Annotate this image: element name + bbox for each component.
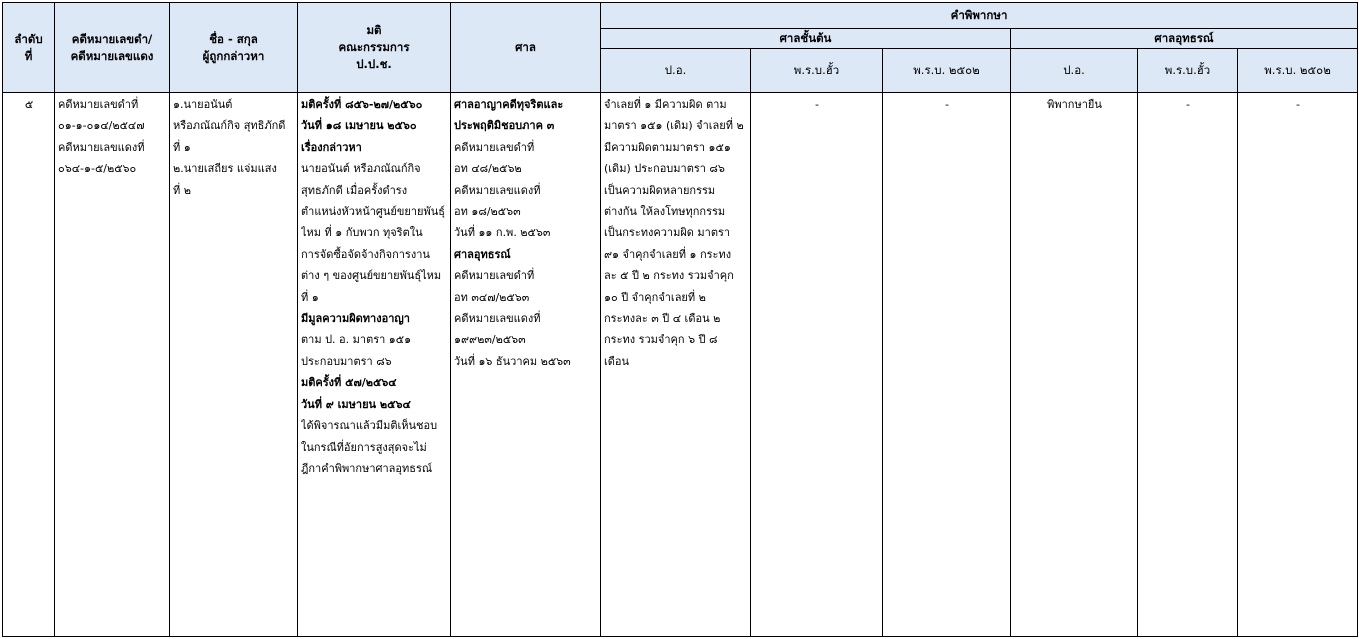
row-first-instance-bid-act: - bbox=[751, 93, 883, 637]
row-first-instance-penal bbox=[601, 93, 751, 637]
verdict-line: ๙๑ จำคุกจำเลยที่ ๑ กระทง bbox=[604, 247, 732, 261]
row-court bbox=[451, 93, 601, 637]
court-line: คดีหมายเลขแดงที่ bbox=[454, 312, 541, 326]
row-no: ๕ bbox=[3, 93, 55, 637]
court-line: คดีหมายเลขดำที่ bbox=[454, 269, 535, 283]
verdict-line: มาตรา ๑๕๑ (เดิม) จำเลยที่ ๒ bbox=[604, 119, 744, 133]
row-appeal-act-2502: - bbox=[1238, 93, 1358, 637]
case-line: ๐๖๔-๑-๕/๒๕๖๐ bbox=[58, 162, 137, 176]
name-line: ที่ ๒ bbox=[173, 183, 191, 197]
header-resolution-line-3: ป.ป.ช. bbox=[356, 57, 392, 71]
resolution-line: ประกอบมาตรา ๘๖ bbox=[301, 354, 392, 368]
header-appeal bbox=[1011, 29, 1358, 49]
header-resolution-line-1: มติ bbox=[366, 23, 382, 37]
court-line: วันที่ ๑๑ ก.พ. ๒๕๖๓ bbox=[454, 226, 551, 240]
court-line: วันที่ ๑๖ ธันวาคม ๒๕๖๓ bbox=[454, 354, 571, 368]
case-line: ๐๑-๑-๐๑๔/๒๕๔๗ bbox=[58, 119, 145, 133]
resolution-line: มติครั้งที่ ๕๗/๒๕๖๔ bbox=[301, 376, 397, 390]
row-appeal-bid-act: - bbox=[1138, 93, 1238, 637]
header-case-line-1: คดีหมายเลขดำ/ bbox=[71, 31, 153, 46]
header-case bbox=[55, 3, 170, 93]
verdict-line: กระทงละ ๓ ปี ๔ เดือน ๒ bbox=[604, 312, 721, 326]
case-line: คดีหมายเลขแดงที่ bbox=[58, 140, 145, 154]
resolution-line: การจัดซื้อจัดจ้างกิจการงาน bbox=[301, 247, 430, 261]
verdict-line: ต่างกัน ให้ลงโทษทุกกรรม bbox=[604, 205, 726, 219]
header-no-text: ลำดับที่ bbox=[14, 31, 43, 63]
table-row bbox=[3, 93, 1358, 637]
verdict-line: เป็นความผิดหลายกรรม bbox=[604, 183, 716, 197]
court-line: ๑๙๙๒๓/๒๕๖๓ bbox=[454, 333, 526, 347]
name-line: ๒.นายเสถียร แจ่มแสง bbox=[173, 162, 277, 176]
header-appeal-act-2502: พ.ร.บ. ๒๕๐๒ bbox=[1238, 49, 1358, 93]
header-name-line-2: ผู้ถูกกล่าวหา bbox=[202, 48, 265, 63]
court-line: ศาลอาญาคดีทุจริตและ bbox=[454, 98, 564, 111]
verdict-line: (เดิม) ประกอบมาตรา ๘๖ bbox=[604, 162, 725, 176]
header-first-act-2502: พ.ร.บ. ๒๕๐๒ bbox=[883, 49, 1011, 93]
court-line: คดีหมายเลขแดงที่ bbox=[454, 183, 541, 197]
court-line: อท ๓๔๗/๒๕๖๓ bbox=[454, 290, 530, 304]
header-first-instance-text: ศาลชั้นต้น bbox=[779, 31, 832, 45]
court-line: ศาลอุทธรณ์ bbox=[454, 247, 511, 261]
verdict-line: มีความผิดตามมาตรา ๑๕๑ bbox=[604, 140, 731, 154]
resolution-line: ที่ ๑ bbox=[301, 290, 319, 304]
resolution-line: ในกรณีที่อัยการสูงสุดจะไม่ bbox=[301, 440, 427, 454]
resolution-line: เรื่องกล่าวหา bbox=[301, 140, 362, 154]
resolution-line: นายอนันต์ หรือภณัณก์กิจ bbox=[301, 162, 421, 176]
verdict-line: เป็นกระทงความผิด มาตรา bbox=[604, 226, 731, 240]
court-line: อท ๑๘/๒๕๖๓ bbox=[454, 205, 521, 219]
header-judgment-text: คำพิพากษา bbox=[950, 8, 1008, 22]
resolution-line: ต่าง ๆ ของศูนย์ขยายพันธุ์ไหม bbox=[301, 269, 442, 283]
header-judgment bbox=[601, 3, 1358, 29]
name-line: หรือภณัณก์กิจ สุทธิภักดี bbox=[173, 119, 286, 133]
header-first-instance bbox=[601, 29, 1011, 49]
header-first-bid-act: พ.ร.บ.ฮั้ว bbox=[751, 49, 883, 93]
name-line: ๑.นายอนันต์ bbox=[173, 98, 233, 111]
name-line: ที่ ๑ bbox=[173, 140, 191, 154]
resolution-line: ฎีกาคำพิพากษาศาลอุทธรณ์ bbox=[301, 461, 433, 475]
header-appeal-penal: ป.อ. bbox=[1011, 49, 1138, 93]
header-name-line-1: ชื่อ - สกุล bbox=[209, 31, 258, 46]
header-resolution bbox=[298, 3, 451, 93]
verdict-line: ละ ๕ ปี ๒ กระทง รวมจำคุก bbox=[604, 269, 734, 283]
header-case-line-2: คดีหมายเลขแดง bbox=[70, 48, 154, 63]
header-resolution-line-2: คณะกรรมการ bbox=[338, 40, 410, 54]
judgment-table bbox=[2, 2, 1358, 637]
case-line: คดีหมายเลขดำที่ bbox=[58, 98, 139, 111]
resolution-line: ตาม ป. อ. มาตรา ๑๕๑ bbox=[301, 333, 412, 347]
header-first-penal: ป.อ. bbox=[601, 49, 751, 93]
judgment-table-container bbox=[2, 2, 1357, 637]
header-court bbox=[451, 3, 601, 93]
court-line: ประพฤติมิชอบภาค ๓ bbox=[454, 119, 555, 133]
header-appeal-text: ศาลอุทธรณ์ bbox=[1154, 31, 1214, 45]
resolution-line: วันที่ ๙ เมษายน ๒๕๖๔ bbox=[301, 397, 411, 411]
header-name bbox=[170, 3, 298, 93]
verdict-line: เดือน bbox=[604, 354, 630, 368]
court-line: อท ๔๘/๒๕๖๒ bbox=[454, 162, 522, 176]
resolution-line: ไหม ที่ ๑ กับพวก ทุจริตใน bbox=[301, 226, 423, 240]
resolution-line: ตำแหน่งหัวหน้าศูนย์ขยายพันธุ์ bbox=[301, 205, 445, 219]
row-appeal-penal: พิพากษายืน bbox=[1011, 93, 1138, 637]
resolution-line: ได้พิจารณาแล้วมีมติเห็นชอบ bbox=[301, 419, 438, 433]
verdict-line: ๑๐ ปี จำคุกจำเลยที่ ๒ bbox=[604, 290, 706, 304]
resolution-line: วันที่ ๑๘ เมษายน ๒๕๖๐ bbox=[301, 119, 417, 133]
resolution-line: สุทธภักดี เมื่อครั้งดำรง bbox=[301, 183, 408, 197]
header-no bbox=[3, 3, 55, 93]
resolution-line: มติครั้งที่ ๘๕๖-๒๗/๒๕๖๐ bbox=[301, 98, 423, 111]
header-court-text: ศาล bbox=[515, 40, 536, 54]
row-resolution bbox=[298, 93, 451, 637]
court-line: คดีหมายเลขดำที่ bbox=[454, 140, 535, 154]
header-appeal-bid-act: พ.ร.บ.ฮั้ว bbox=[1138, 49, 1238, 93]
resolution-line: มีมูลความผิดทางอาญา bbox=[301, 312, 410, 326]
verdict-line: กระทง รวมจำคุก ๖ ปี ๘ bbox=[604, 333, 718, 347]
row-case-number bbox=[55, 93, 170, 637]
row-accused-names bbox=[170, 93, 298, 637]
verdict-line: จำเลยที่ ๑ มีความผิด ตาม bbox=[604, 98, 727, 111]
row-first-instance-act-2502: - bbox=[883, 93, 1011, 637]
